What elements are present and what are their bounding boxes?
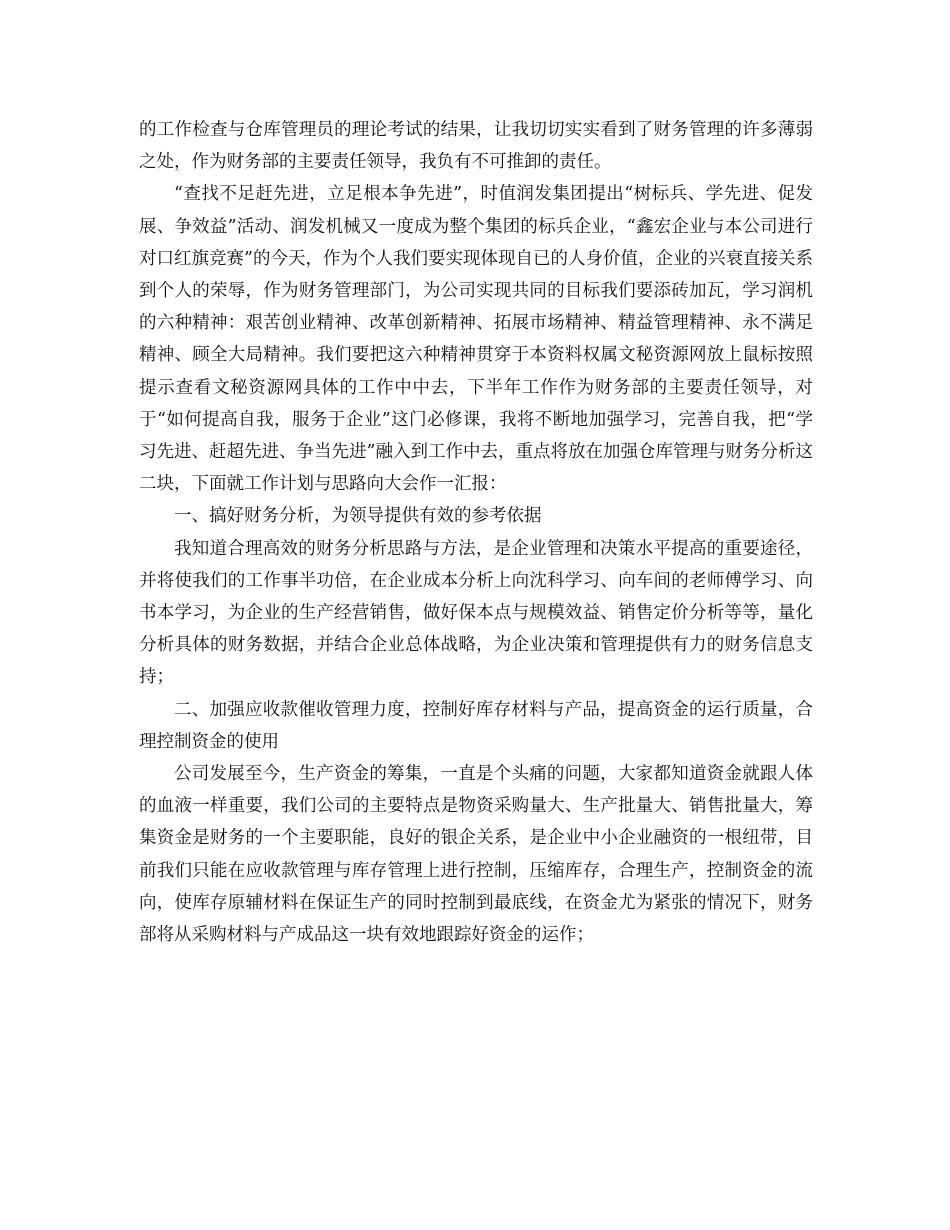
paragraph-2: “查找不足赶先进，立足根本争先进”，时值润发集团提出“树标兵、学先进、促发展、争效益”活动、润发机械又一度成为整个集团的标兵企业，“鑫宏企业与本公司进行对口红旗竞赛”的今天，作为个人我们要实现体现自已的人身价值，企业的兴衰直接关系到个人的荣辱，作为财务管理部门，为公司实现共同的目标我们要添砖加瓦，学习润机的六种精神：艰苦创业精神、改革创新精神、拓展市场精神、精益管理精神、永不满足精神、顾全大局精神。我们要把这六种精神贯穿于本资料权属文秘资源网放上鼠标按照提示查看文秘资源网具体的工作中中去，下半年工作作为财务部的主要责任领导，对于“如何提高自我，服务于企业”这门必修课，我将不断地加强学习，完善自我，把“学习先进、赶超先进、争当先进”融入到工作中去，重点将放在加强仓库管理与财务分析这二块，下面就工作计划与思路向大会作一汇报： xyxy=(139,184,813,495)
paragraph-3: 我知道合理高效的财务分析思路与方法，是企业管理和决策水平提高的重要途径，并将使我们的工作事半功倍，在企业成本分析上向沈科学习、向车间的老师傅学习、向书本学习，为企业的生产经营销售，做好保本点与规模效益、销售定价分析等等，量化分析具体的财务数据，并结合企业总体战略，为企业决策和管理提供有力的财务信息支持； xyxy=(139,538,813,688)
paragraph-1: 的工作检查与仓库管理员的理论考试的结果，让我切切实实看到了财务管理的许多薄弱之处，作为财务部的主要责任领导，我负有不可推卸的责任。 xyxy=(139,120,813,173)
section-heading-1: 一、搞好财务分析，为领导提供有效的参考依据 xyxy=(174,506,542,527)
section-heading-2: 二、加强应收款催收管理力度，控制好库存材料与产品，提高资金的运行质量，合理控制资金的使用 xyxy=(139,699,813,752)
paragraph-4: 公司发展至今，生产资金的筹集，一直是个头痛的问题，大家都知道资金就跟人体的血液一样重要，我们公司的主要特点是物资采购量大、生产批量大、销售批量大，筹集资金是财务的一个主要职能，良好的银企关系，是企业中小企业融资的一根纽带，目前我们只能在应收款管理与库存管理上进行控制，压缩库存，合理生产，控制资金的流向，使库存原辅材料在保证生产的同时控制到最底线，在资金尤为紧张的情况下，财务部将从采购材料与产成品这一块有效地跟踪好资金的运作； xyxy=(139,764,813,946)
document-body xyxy=(139,114,813,951)
